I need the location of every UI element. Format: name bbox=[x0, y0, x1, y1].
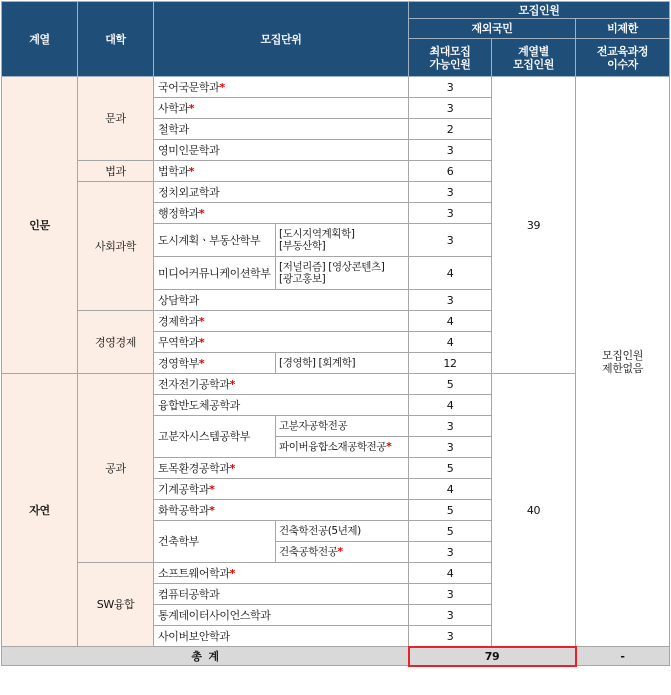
max-recruit-cell: 3 bbox=[409, 182, 492, 203]
max-recruit-cell: 2 bbox=[409, 119, 492, 140]
max-recruit-cell: 3 bbox=[409, 605, 492, 626]
college-cell: 문과 bbox=[78, 77, 154, 161]
table-row bbox=[2, 77, 670, 98]
unit-name: 통계데이터사이언스학과 bbox=[158, 608, 271, 622]
unit-cell bbox=[154, 332, 409, 353]
unit-cell bbox=[154, 521, 276, 563]
college-cell: 경영경제 bbox=[78, 311, 154, 374]
sub-unit-cell bbox=[276, 521, 409, 542]
required-mark: * bbox=[188, 164, 195, 178]
unit-cell bbox=[154, 257, 276, 290]
total-value: 79 bbox=[409, 647, 576, 666]
header-unlimited: 비제한 bbox=[576, 19, 670, 39]
max-recruit-cell: 3 bbox=[409, 542, 492, 563]
unit-cell bbox=[154, 563, 409, 584]
unit-cell bbox=[154, 290, 409, 311]
unit-name: 무역학과 bbox=[158, 335, 199, 349]
max-recruit-cell: 3 bbox=[409, 77, 492, 98]
header-quota: 모집인원 bbox=[409, 2, 670, 19]
sub-unit-name: 고분자공학전공 bbox=[279, 420, 348, 432]
unit-name: 건축학부 bbox=[158, 535, 199, 548]
max-recruit-cell: 6 bbox=[409, 161, 492, 182]
unit-name: 고분자시스템공학부 bbox=[158, 430, 251, 443]
category-cell: 자연 bbox=[2, 374, 78, 647]
required-mark: * bbox=[209, 482, 215, 496]
sub-unit-cell bbox=[276, 224, 409, 257]
unit-name: 경제학과 bbox=[158, 314, 199, 328]
max-recruit-cell: 5 bbox=[409, 521, 492, 542]
required-mark: * bbox=[386, 441, 392, 453]
max-recruit-cell: 3 bbox=[409, 584, 492, 605]
unit-name: 융합반도체공학과 bbox=[158, 398, 240, 412]
required-mark: * bbox=[337, 546, 343, 558]
total-label: 총 계 bbox=[2, 647, 409, 666]
unit-name: 행정학과 bbox=[158, 206, 199, 220]
college-cell: 사회과학 bbox=[78, 182, 154, 311]
max-recruit-cell: 5 bbox=[409, 374, 492, 395]
unit-name: 화학공학과 bbox=[158, 503, 210, 517]
header-max-recruit: 최대모집 가능인원 bbox=[409, 39, 492, 77]
unit-name: 도시계획ㆍ부동산학부 bbox=[158, 233, 261, 247]
max-recruit-cell: 4 bbox=[409, 332, 492, 353]
required-mark: * bbox=[229, 377, 235, 391]
unit-cell bbox=[154, 458, 409, 479]
unit-cell bbox=[154, 224, 276, 257]
unit-name: 소프트웨어학과 bbox=[158, 566, 230, 580]
table-row bbox=[2, 374, 670, 395]
unit-name: 전자전기공학과 bbox=[158, 377, 230, 391]
unit-cell bbox=[154, 182, 409, 203]
unit-name: 토목환경공학과 bbox=[158, 461, 230, 475]
required-mark: * bbox=[198, 335, 205, 349]
unit-name: 국어국문학과 bbox=[158, 80, 220, 94]
max-recruit-cell: 4 bbox=[409, 563, 492, 584]
max-recruit-cell: 3 bbox=[409, 416, 492, 437]
max-recruit-cell: 12 bbox=[409, 353, 492, 374]
sub-unit-cell bbox=[276, 437, 409, 458]
max-recruit-cell: 5 bbox=[409, 458, 492, 479]
unit-name: 미디어커뮤니케이션학부 bbox=[158, 266, 271, 280]
unit-cell bbox=[154, 584, 409, 605]
sub-unit-name: 건축공학전공 bbox=[279, 546, 338, 558]
header-completer: 전교육과정 이수자 bbox=[576, 39, 670, 77]
total-unlimited: - bbox=[576, 647, 670, 666]
unit-cell bbox=[154, 416, 276, 458]
unit-name: 정치외교학과 bbox=[158, 185, 220, 199]
header-college: 대학 bbox=[78, 2, 154, 77]
unit-cell bbox=[154, 374, 409, 395]
header-group-recruit: 계열별 모집인원 bbox=[492, 39, 576, 77]
required-mark: * bbox=[198, 314, 205, 328]
college-cell: 법과 bbox=[78, 161, 154, 182]
max-recruit-cell: 3 bbox=[409, 224, 492, 257]
category-cell: 인문 bbox=[2, 77, 78, 374]
required-mark: * bbox=[219, 80, 225, 94]
unit-name: 철학과 bbox=[158, 122, 189, 136]
unit-cell bbox=[154, 395, 409, 416]
unit-name: 사이버보안학과 bbox=[158, 629, 230, 643]
header-category: 계열 bbox=[2, 2, 78, 77]
unit-name: 경영학부 bbox=[158, 356, 199, 370]
unit-cell bbox=[154, 311, 409, 332]
max-recruit-cell: 4 bbox=[409, 395, 492, 416]
unit-cell bbox=[154, 203, 409, 224]
unit-cell bbox=[154, 77, 409, 98]
max-recruit-cell: 3 bbox=[409, 626, 492, 647]
group-total-science: 40 bbox=[492, 374, 576, 647]
sub-unit-cell bbox=[276, 542, 409, 563]
max-recruit-cell: 4 bbox=[409, 257, 492, 290]
sub-unit-name: [경영학] [회계학] bbox=[279, 357, 356, 369]
max-recruit-cell: 3 bbox=[409, 140, 492, 161]
admission-quota-table bbox=[1, 1, 670, 666]
unit-cell bbox=[154, 479, 409, 500]
max-recruit-cell: 4 bbox=[409, 479, 492, 500]
unit-cell bbox=[154, 500, 409, 521]
unit-cell bbox=[154, 119, 409, 140]
unit-cell bbox=[154, 626, 409, 647]
header-unit: 모집단위 bbox=[154, 2, 409, 77]
required-mark: * bbox=[229, 461, 235, 475]
sub-unit-name: 파이버융합소재공학전공 bbox=[279, 441, 387, 453]
unit-cell bbox=[154, 161, 409, 182]
unit-name: 상담학과 bbox=[158, 293, 199, 307]
college-cell: SW융합 bbox=[78, 563, 154, 647]
required-mark: * bbox=[198, 206, 205, 220]
sub-unit-name: [저널리즘] [영상콘텐츠] [광고홍보] bbox=[279, 261, 385, 285]
unit-cell bbox=[154, 353, 276, 374]
required-mark: * bbox=[188, 101, 195, 115]
required-mark: * bbox=[229, 566, 235, 580]
unit-name: 컴퓨터공학과 bbox=[158, 587, 220, 601]
sub-unit-name: 건축학전공(5년제) bbox=[279, 525, 361, 537]
max-recruit-cell: 3 bbox=[409, 98, 492, 119]
unit-cell bbox=[154, 98, 409, 119]
college-cell: 공과 bbox=[78, 374, 154, 563]
unit-name: 사학과 bbox=[158, 101, 189, 115]
unlimited-note-cell: 모집인원 제한없음 bbox=[576, 77, 670, 647]
sub-unit-cell bbox=[276, 353, 409, 374]
max-recruit-cell: 3 bbox=[409, 290, 492, 311]
unit-name: 법학과 bbox=[158, 164, 189, 178]
unit-cell bbox=[154, 140, 409, 161]
max-recruit-cell: 4 bbox=[409, 311, 492, 332]
unit-cell bbox=[154, 605, 409, 626]
group-total-humanities: 39 bbox=[492, 77, 576, 374]
max-recruit-cell: 3 bbox=[409, 437, 492, 458]
max-recruit-cell: 5 bbox=[409, 500, 492, 521]
sub-unit-cell bbox=[276, 416, 409, 437]
unit-name: 기계공학과 bbox=[158, 482, 210, 496]
max-recruit-cell: 3 bbox=[409, 203, 492, 224]
header-overseas: 재외국민 bbox=[409, 19, 576, 39]
required-mark: * bbox=[209, 503, 215, 517]
unit-name: 영미인문학과 bbox=[158, 143, 220, 157]
total-row bbox=[2, 647, 670, 666]
sub-unit-name: [도시지역계획학] [부동산학] bbox=[279, 228, 355, 252]
sub-unit-cell bbox=[276, 257, 409, 290]
required-mark: * bbox=[198, 356, 205, 370]
